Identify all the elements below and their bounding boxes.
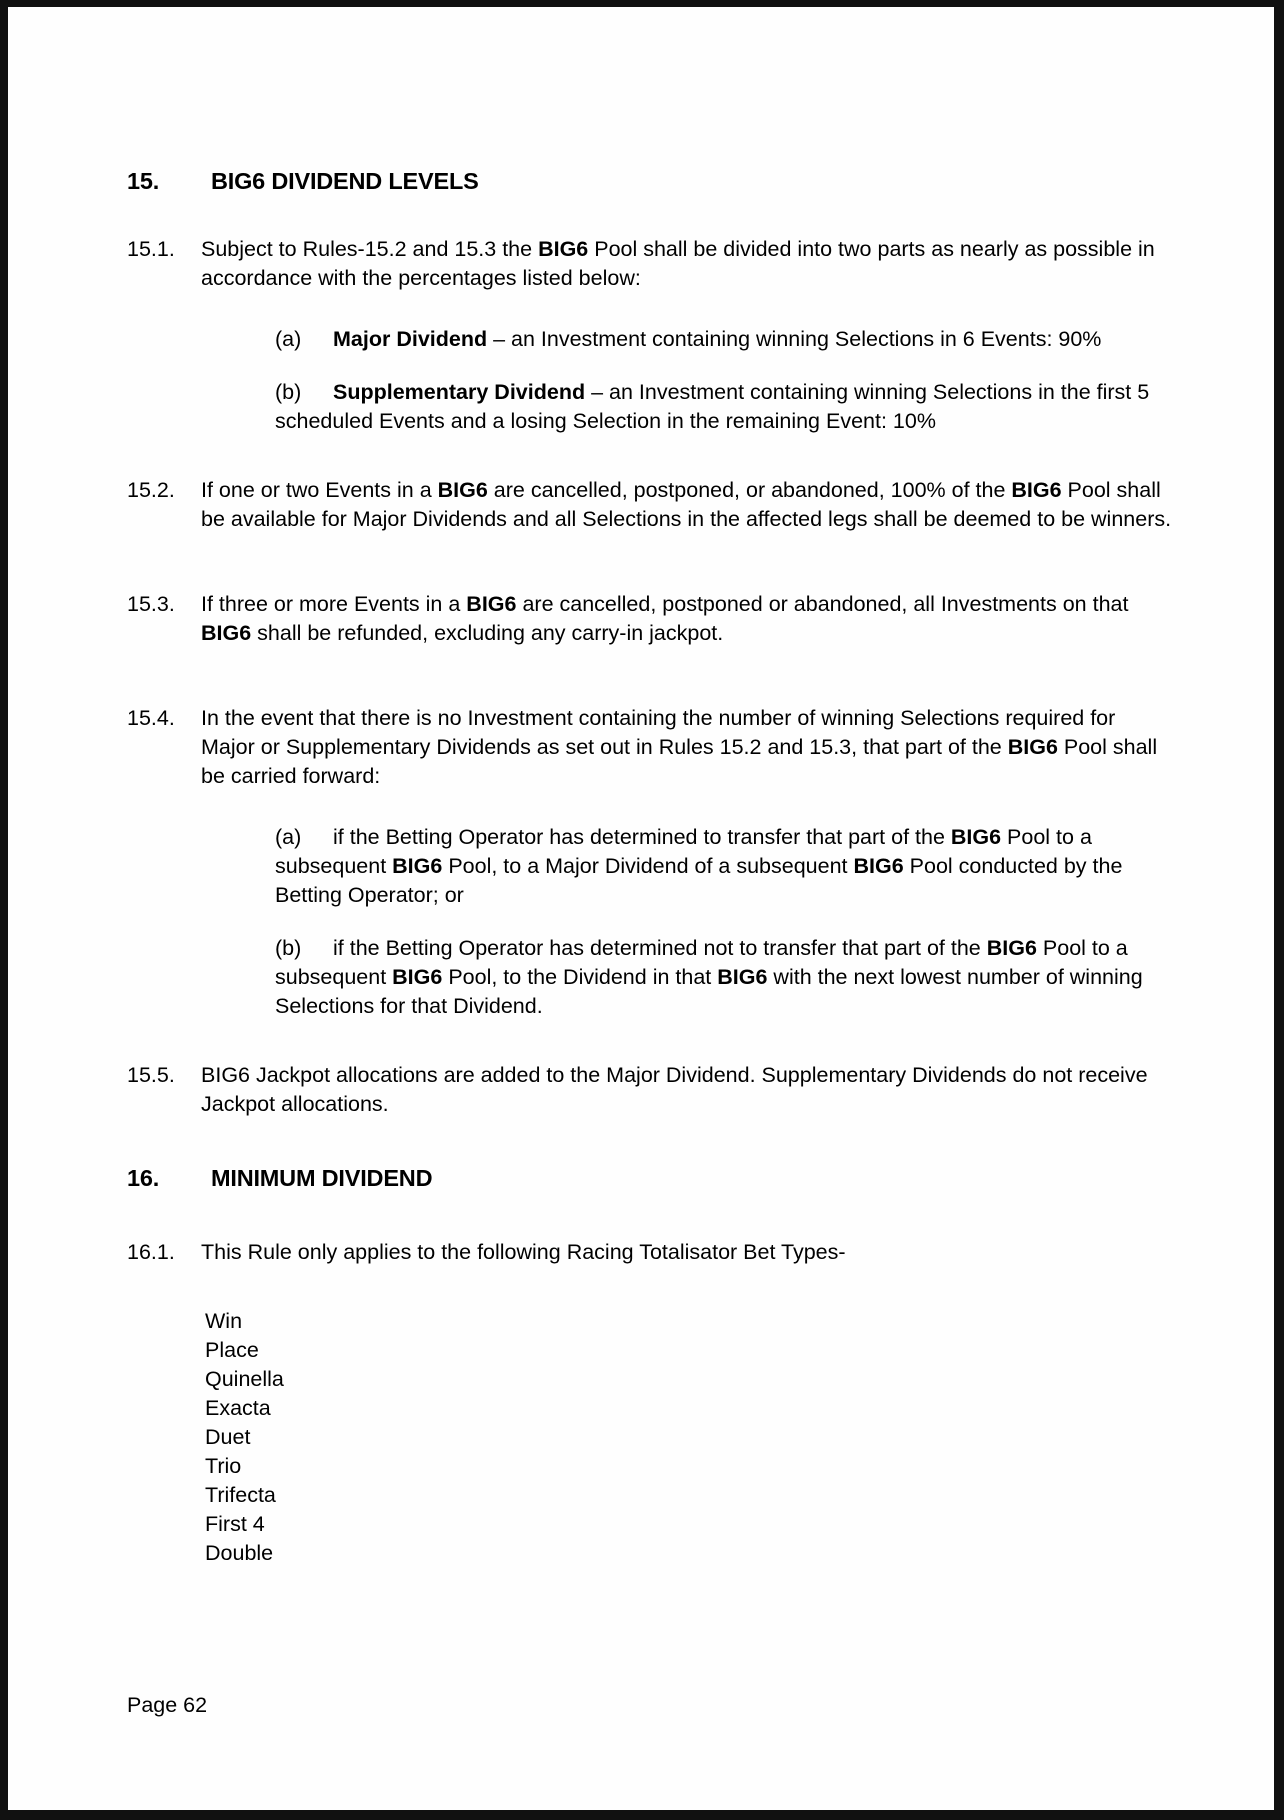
clause-text: BIG6 Jackpot allocations are added to the Major Dividend. Supplementary Dividends do not receive Jackpot allocations.: [201, 1063, 1148, 1116]
subclause-text-run: with the next lowest number of winning Selections for that Dividend.: [275, 965, 1143, 1018]
clause-bold-run: BIG6: [1007, 735, 1058, 759]
subclause-text-run: if the Betting Operator has determined not to transfer that part of the: [333, 936, 987, 960]
list-item: Trio: [205, 1454, 242, 1478]
subclause-label: (b): [275, 936, 302, 960]
subclause-bold-run: Major Dividend: [333, 327, 488, 351]
subclause-15-1-b: [275, 378, 1174, 436]
list-item: Duet: [205, 1425, 251, 1449]
list-item: Quinella: [205, 1367, 284, 1391]
clause-text-run: In the event that there is no Investment containing the number of winning Selections required for Major or Supplementary Dividends as set out in Rules 15.2 and 15.3, that part of the: [201, 706, 1116, 759]
section-title: BIG6 DIVIDEND LEVELS: [211, 168, 479, 194]
subclause-label: (b): [275, 380, 302, 404]
scan-border-bottom: [0, 1810, 1284, 1820]
subclause-text-run: Pool, to the Dividend in that: [442, 965, 718, 989]
subclause-label: (a): [275, 825, 302, 849]
scan-border-top: [0, 0, 1284, 7]
bet-types-list: [205, 1307, 1174, 1568]
subclause-bold-run: BIG6: [392, 965, 443, 989]
subclause-text-run: – an Investment containing winning Selections in the first 5 scheduled Events and a losing Selection in the remaining Event: 10%: [275, 380, 1150, 433]
subclause-label: (a): [275, 327, 302, 351]
subclause-15-4-b: [275, 934, 1174, 1021]
subclause-bold-run: BIG6: [853, 854, 904, 878]
clause-number: 16.1.: [127, 1240, 175, 1264]
subclause-text-run: Pool to a subsequent: [275, 936, 1128, 989]
list-item: Win: [205, 1309, 243, 1333]
clause-number: 15.1.: [127, 237, 175, 261]
list-item: Trifecta: [205, 1483, 276, 1507]
subclause-text-run: Pool to a subsequent: [275, 825, 1092, 878]
subclause-bold-run: BIG6: [950, 825, 1002, 849]
clause-bold-run: BIG6: [437, 478, 488, 502]
clause-number: 15.2.: [127, 478, 175, 502]
clause-text-run: are cancelled, postponed, or abandoned, 100% of the: [487, 478, 1012, 502]
clause-15-3: [127, 590, 1174, 648]
clause-number: 15.5.: [127, 1063, 175, 1087]
list-item: Place: [205, 1338, 259, 1362]
subclause-15-1-a: [275, 325, 1174, 354]
list-item: Double: [205, 1541, 274, 1565]
list-item: First 4: [205, 1512, 265, 1536]
page-paper: [9, 8, 1274, 1810]
clause-text: [201, 476, 1174, 534]
clause-bold-run: BIG6: [538, 237, 589, 261]
section-heading-15: [127, 168, 1174, 195]
subclause-text-run: – an Investment containing winning Selections in 6 Events: 90%: [487, 327, 1102, 351]
subclause-bold-run: Supplementary Dividend: [333, 380, 586, 404]
page-footer: Page 62: [127, 1693, 208, 1717]
section-number: 16.: [127, 1165, 160, 1191]
clause-text-run: Pool shall be divided into two parts as nearly as possible in accordance with the percentages listed below:: [201, 237, 1155, 290]
page-content: [9, 8, 1274, 1810]
clause-text-run: Pool shall be available for Major Dividends and all Selections in the affected legs shall be deemed to be winners.: [201, 478, 1172, 531]
section-title: MINIMUM DIVIDEND: [211, 1165, 433, 1191]
subclause-text-run: Pool, to a Major Dividend of a subsequent: [442, 854, 854, 878]
clause-bold-run: BIG6: [201, 621, 252, 645]
clause-text: This Rule only applies to the following Racing Totalisator Bet Types-: [201, 1240, 846, 1264]
subclause-bold-run: BIG6: [392, 854, 443, 878]
clause-15-1: [127, 235, 1174, 293]
clause-text-run: If three or more Events in a: [201, 592, 467, 616]
clause-text-run: Pool shall be carried forward:: [201, 735, 1158, 788]
clause-text: [201, 590, 1174, 648]
section-heading-16: [127, 1165, 1174, 1192]
clause-bold-run: BIG6: [466, 592, 517, 616]
clause-bold-run: BIG6: [1011, 478, 1062, 502]
scan-border-right: [1274, 0, 1284, 1820]
clause-15-2: [127, 476, 1174, 534]
subclause-text-run: Pool conducted by the Betting Operator; or: [275, 854, 1123, 907]
clause-text: [201, 235, 1174, 293]
list-item: Exacta: [205, 1396, 271, 1420]
clause-text: [201, 704, 1174, 791]
scan-border-left: [0, 0, 8, 1820]
clause-number: 15.4.: [127, 706, 175, 730]
subclause-bold-run: BIG6: [986, 936, 1037, 960]
section-number: 15.: [127, 168, 160, 194]
clause-15-4: [127, 704, 1174, 791]
clause-text-run: If one or two Events in a: [201, 478, 438, 502]
clause-text-run: shall be refunded, excluding any carry-in jackpot.: [251, 621, 724, 645]
subclause-15-4-a: [275, 823, 1174, 910]
clause-15-5: [127, 1061, 1174, 1119]
clause-number: 15.3.: [127, 592, 175, 616]
subclause-text-run: if the Betting Operator has determined to transfer that part of the: [333, 825, 951, 849]
clause-text-run: are cancelled, postponed or abandoned, all Investments on that: [516, 592, 1129, 616]
clause-text-run: Subject to Rules-15.2 and 15.3 the: [201, 237, 539, 261]
clause-16-1: [127, 1238, 1174, 1267]
subclause-bold-run: BIG6: [717, 965, 768, 989]
